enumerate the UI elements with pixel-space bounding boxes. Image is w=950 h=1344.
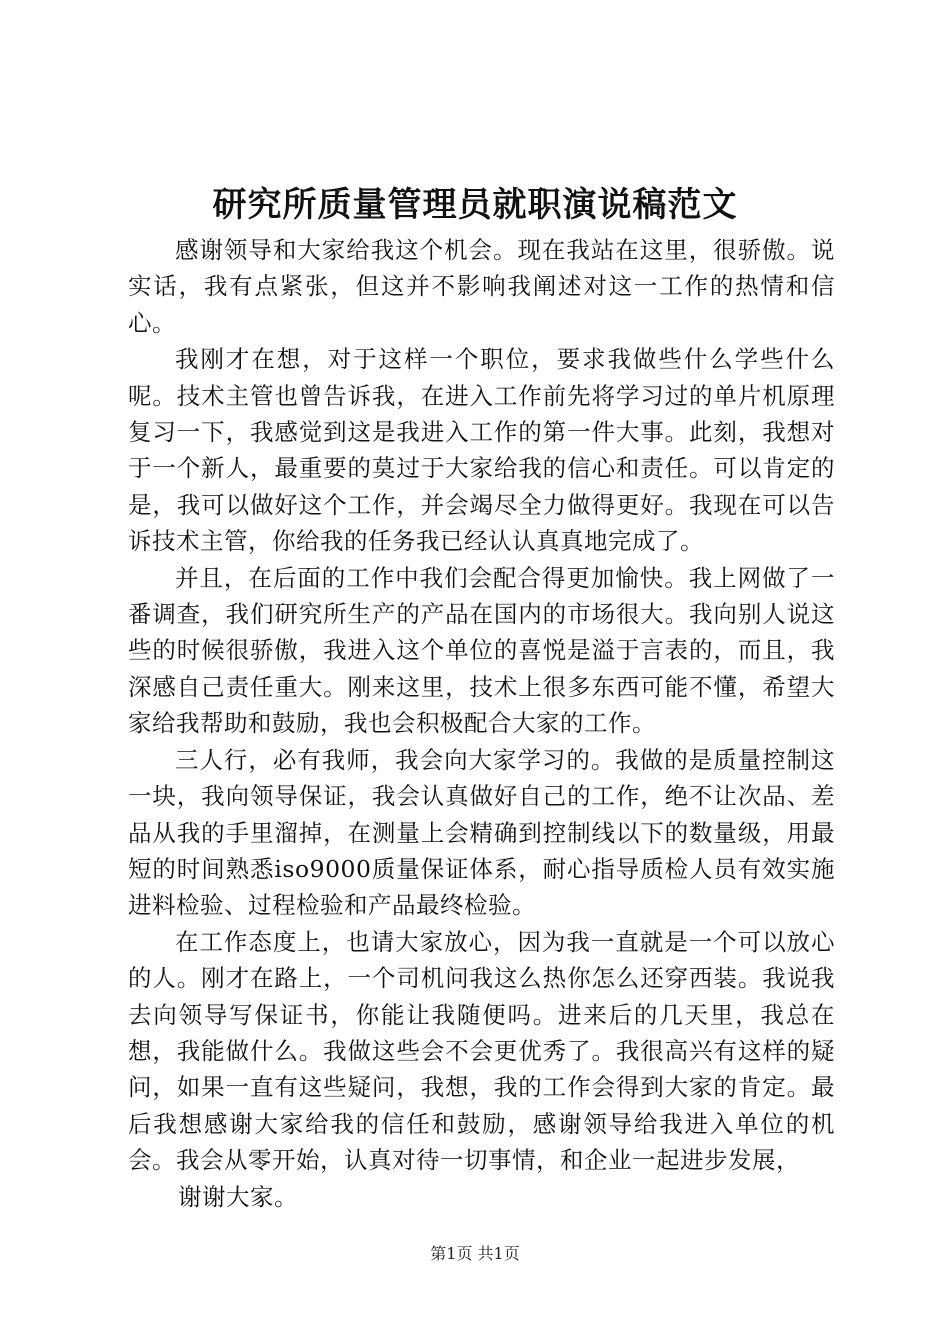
document-body	[128, 232, 835, 1215]
paragraph-5: 在工作态度上，也请大家放心，因为我一直就是一个可以放心的人。刚才在路上，一个司机问我这么热你怎么还穿西装。我说我去向领导写保证书，你能让我随便吗。进来后的几天里，我总在想，我能做什么。我做这些会不会更优秀了。我很高兴有这样的疑问，如果一直有这些疑问，我想，我的工作会得到大家的肯定。最后我想感谢大家给我的信任和鼓励，感谢领导给我进入单位的机会。我会从零开始，认真对待一切事情，和企业一起进步发展，	[128, 927, 835, 1175]
paragraph-3: 并且，在后面的工作中我们会配合得更加愉快。我上网做了一番调查，我们研究所生产的产品在国内的市场很大。我向别人说这些的时候很骄傲，我进入这个单位的喜悦是溢于言表的，而且，我深感自己责任重大。刚来这里，技术上很多东西可能不懂，希望大家给我帮助和鼓励，我也会积极配合大家的工作。	[128, 563, 835, 738]
closing-line: 谢谢大家。	[178, 1182, 298, 1211]
page-title: 研究所质量管理员就职演说稿范文	[212, 184, 738, 225]
page-footer: 第1页 共1页	[430, 1244, 520, 1263]
paragraph-2: 我刚才在想，对于这样一个职位，要求我做些什么学些什么呢。技术主管也曾告诉我，在进入工作前先将学习过的单片机原理复习一下，我感觉到这是我进入工作的第一件大事。此刻，我想对于一个新人，最重要的莫过于大家给我的信心和责任。可以肯定的是，我可以做好这个工作，并会竭尽全力做得更好。我现在可以告诉技术主管，你给我的任务我已经认认真真地完成了。	[128, 345, 835, 556]
paragraph-4: 三人行，必有我师，我会向大家学习的。我做的是质量控制这一块，我向领导保证，我会认真做好自己的工作，绝不让次品、差品从我的手里溜掉，在测量上会精确到控制线以下的数量级，用最短的时间熟悉iso9000质量保证体系，耐心指导质检人员有效实施进料检验、过程检验和产品最终检验。	[128, 745, 835, 920]
paragraph-1: 感谢领导和大家给我这个机会。现在我站在这里，很骄傲。说实话，我有点紧张，但这并不影响我阐述对这一工作的热情和信心。	[128, 236, 835, 337]
